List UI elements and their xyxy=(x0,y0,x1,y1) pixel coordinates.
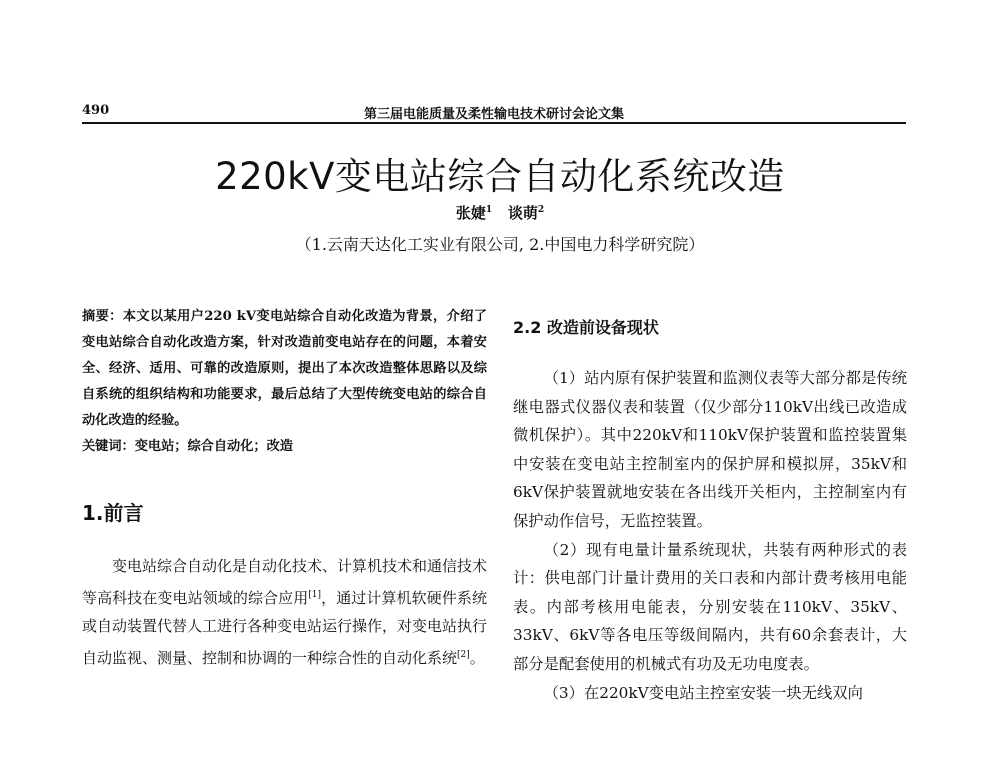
citation-ref: [2] xyxy=(457,649,470,660)
affiliation-mark: 1 xyxy=(485,205,493,215)
section-body xyxy=(513,364,907,707)
abstract xyxy=(82,304,487,434)
running-header xyxy=(82,102,906,124)
author-name: 张婕 xyxy=(455,204,486,222)
paragraph: （1）站内原有保护装置和监测仪表等大部分都是传统继电器式仪器仪表和装置（仅少部分110kV出线已改造成微机保护）。其中220kV和110kV保护装置和监控装置集中安装在变电站主控制室内的保护屏和模拟屏，35kV和6kV保护装置就地安装在各出线开关柜内，主控制室内有保护动作信号，无监控装置。 xyxy=(513,369,907,530)
citation-ref: [1] xyxy=(308,589,322,600)
page-number: 490 xyxy=(82,103,110,118)
abstract-text: 摘要：本文以某用户220 kV变电站综合自动化改造为背景，介绍了变电站综合自动化改造方案，针对改造前变电站存在的问题，本着安全、经济、适用、可靠的改造原则，提出了本次改造整体思路以及综自系统的组织结构和功能要求，最后总结了大型传统变电站的综合自动化改造的经验。 xyxy=(82,309,487,428)
paragraph-text: 变电站综合自动化是自动化技术、计算机技术和通信技术等高科技在变电站领域的综合应用 xyxy=(82,557,488,607)
paragraph: （2）现有电量计量系统现状，共装有两种形式的表计：供电部门计量计费用的关口表和内部计费考核用电能表。内部考核用电能表，分别安装在110kV、35kV、33kV、6kV等各电压等级间隔内，共有60余套表计，大部分是配套使用的机械式有功及无功电度表。 xyxy=(513,540,907,673)
author-line xyxy=(0,202,1000,223)
left-column xyxy=(82,304,487,672)
section-body xyxy=(82,552,487,672)
author-name: 谈萌 xyxy=(507,204,538,222)
paragraph-text: 。 xyxy=(469,648,485,667)
right-column xyxy=(513,316,907,707)
affiliation-mark: 2 xyxy=(537,205,545,215)
paragraph-text: ，通过计算机软硬件系统或自动装置代替人工进行各种变电站运行操作，对变电站执行自动监视、测量、控制和协调的一种综合性的自动化系统 xyxy=(82,588,488,667)
paragraph xyxy=(82,552,487,672)
section-heading-equipment-status: 2.2 改造前设备现状 xyxy=(513,318,659,337)
keywords: 关键词：变电站；综合自动化；改造 xyxy=(82,439,293,454)
paper-title: 220kV变电站综合自动化系统改造 xyxy=(215,155,785,198)
affiliation-line: （1.云南天达化工实业有限公司, 2.中国电力科学研究院） xyxy=(295,235,705,254)
journal-title: 第三届电能质量及柔性输电技术研讨会论文集 xyxy=(363,107,624,122)
section-heading-introduction: 1.前言 xyxy=(82,501,144,525)
paragraph: （3）在220kV变电站主控室安装一块无线双向 xyxy=(543,683,863,702)
